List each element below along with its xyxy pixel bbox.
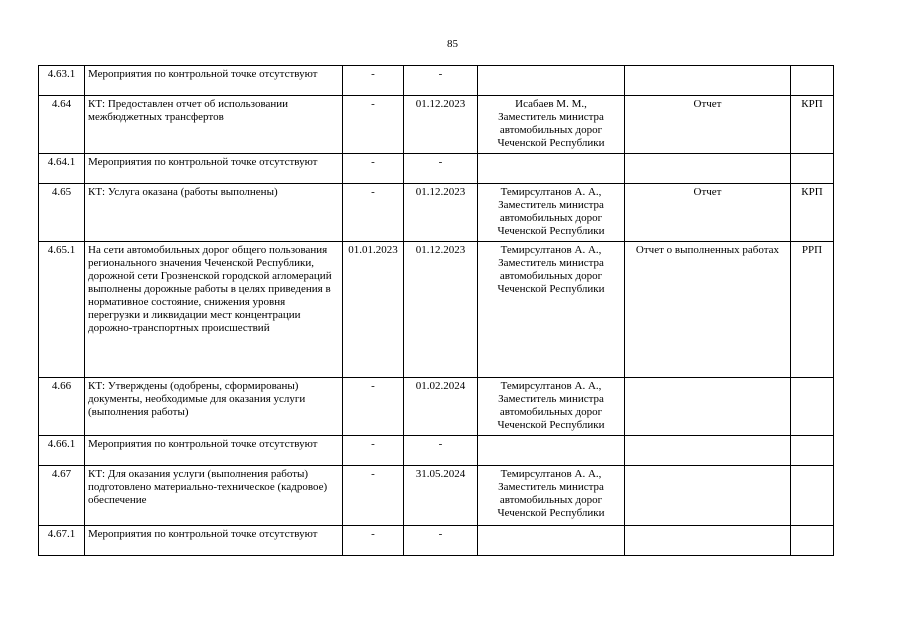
- responsible-cell: [478, 154, 625, 184]
- responsible-line: Чеченской Республики: [497, 137, 605, 149]
- responsible-line: автомобильных дорог: [499, 124, 603, 136]
- description-cell: На сети автомобильных дорог общего пользования регионального значения Чеченской Республики, дорожной сети Грозненской городской агломераций выполнены дорожные работы в целях приведения в нормативное состояние, снижения уровня перегрузки и ликвидации мест концентрации дорожно-транспортных происшествий: [85, 242, 343, 378]
- table-row: [39, 154, 834, 184]
- table-row: [39, 66, 834, 96]
- start-date-cell: 01.01.2023: [343, 242, 404, 378]
- table-row: [39, 526, 834, 556]
- end-date-cell: 31.05.2024: [404, 466, 478, 526]
- description-cell: Мероприятия по контрольной точке отсутствуют: [85, 66, 343, 96]
- level-cell: РРП: [791, 242, 834, 378]
- level-cell: [791, 66, 834, 96]
- responsible-cell: [478, 96, 625, 154]
- document-type-cell: [625, 526, 791, 556]
- end-date-cell: -: [404, 154, 478, 184]
- level-cell: [791, 378, 834, 436]
- document-type-cell: [625, 66, 791, 96]
- level-cell: КРП: [791, 96, 834, 154]
- row-number-cell: 4.65: [39, 184, 85, 242]
- start-date-cell: -: [343, 436, 404, 466]
- responsible-line: Чеченской Республики: [497, 283, 605, 295]
- responsible-line: автомобильных дорог: [499, 494, 603, 506]
- control-points-table: [38, 65, 834, 556]
- row-number-cell: 4.65.1: [39, 242, 85, 378]
- responsible-cell: [478, 242, 625, 378]
- start-date-cell: -: [343, 466, 404, 526]
- row-number-cell: 4.63.1: [39, 66, 85, 96]
- end-date-cell: -: [404, 436, 478, 466]
- description-cell: Мероприятия по контрольной точке отсутствуют: [85, 526, 343, 556]
- table-row: [39, 466, 834, 526]
- responsible-cell: [478, 526, 625, 556]
- start-date-cell: -: [343, 378, 404, 436]
- start-date-cell: -: [343, 96, 404, 154]
- responsible-line: Заместитель министра: [498, 199, 604, 211]
- responsible-cell: [478, 436, 625, 466]
- description-cell: КТ: Утверждены (одобрены, сформированы) документы, необходимые для оказания услуги (выполнения работы): [85, 378, 343, 436]
- description-cell: КТ: Предоставлен отчет об использовании межбюджетных трансфертов: [85, 96, 343, 154]
- description-cell: Мероприятия по контрольной точке отсутствуют: [85, 436, 343, 466]
- responsible-line: Темирсултанов А. А.,: [500, 380, 602, 392]
- responsible-cell: [478, 378, 625, 436]
- responsible-cell: [478, 184, 625, 242]
- document-type-cell: Отчет: [625, 96, 791, 154]
- responsible-line: автомобильных дорог: [499, 270, 603, 282]
- end-date-cell: 01.02.2024: [404, 378, 478, 436]
- start-date-cell: -: [343, 154, 404, 184]
- table-row: [39, 242, 834, 378]
- level-cell: КРП: [791, 184, 834, 242]
- document-type-cell: [625, 466, 791, 526]
- responsible-line: Заместитель министра: [498, 111, 604, 123]
- row-number-cell: 4.66.1: [39, 436, 85, 466]
- start-date-cell: -: [343, 66, 404, 96]
- table-row: [39, 436, 834, 466]
- document-type-cell: Отчет о выполненных работах: [625, 242, 791, 378]
- end-date-cell: -: [404, 66, 478, 96]
- level-cell: [791, 154, 834, 184]
- responsible-line: Заместитель министра: [498, 257, 604, 269]
- document-type-cell: Отчет: [625, 184, 791, 242]
- row-number-cell: 4.66: [39, 378, 85, 436]
- start-date-cell: -: [343, 184, 404, 242]
- start-date-cell: -: [343, 526, 404, 556]
- responsible-line: Темирсултанов А. А.,: [500, 244, 602, 256]
- row-number-cell: 4.67.1: [39, 526, 85, 556]
- document-type-cell: [625, 154, 791, 184]
- responsible-cell: [478, 66, 625, 96]
- responsible-cell: [478, 466, 625, 526]
- level-cell: [791, 466, 834, 526]
- table-row: [39, 378, 834, 436]
- responsible-line: Исабаев М. М.,: [515, 98, 587, 110]
- end-date-cell: -: [404, 526, 478, 556]
- description-cell: КТ: Для оказания услуги (выполнения работы) подготовлено материально-техническое (кадровое) обеспечение: [85, 466, 343, 526]
- row-number-cell: 4.67: [39, 466, 85, 526]
- document-type-cell: [625, 436, 791, 466]
- responsible-line: Чеченской Республики: [497, 225, 605, 237]
- document-type-cell: [625, 378, 791, 436]
- level-cell: [791, 436, 834, 466]
- description-cell: Мероприятия по контрольной точке отсутствуют: [85, 154, 343, 184]
- page-number: 85: [447, 38, 458, 50]
- table-body: [39, 66, 834, 556]
- end-date-cell: 01.12.2023: [404, 96, 478, 154]
- responsible-line: Темирсултанов А. А.,: [500, 468, 602, 480]
- description-cell: КТ: Услуга оказана (работы выполнены): [85, 184, 343, 242]
- row-number-cell: 4.64.1: [39, 154, 85, 184]
- responsible-line: Чеченской Республики: [497, 419, 605, 431]
- end-date-cell: 01.12.2023: [404, 184, 478, 242]
- responsible-line: Заместитель министра: [498, 481, 604, 493]
- responsible-line: автомобильных дорог: [499, 406, 603, 418]
- table-row: [39, 96, 834, 154]
- table-row: [39, 184, 834, 242]
- row-number-cell: 4.64: [39, 96, 85, 154]
- level-cell: [791, 526, 834, 556]
- end-date-cell: 01.12.2023: [404, 242, 478, 378]
- responsible-line: Темирсултанов А. А.,: [500, 186, 602, 198]
- responsible-line: Заместитель министра: [498, 393, 604, 405]
- responsible-line: Чеченской Республики: [497, 507, 605, 519]
- responsible-line: автомобильных дорог: [499, 212, 603, 224]
